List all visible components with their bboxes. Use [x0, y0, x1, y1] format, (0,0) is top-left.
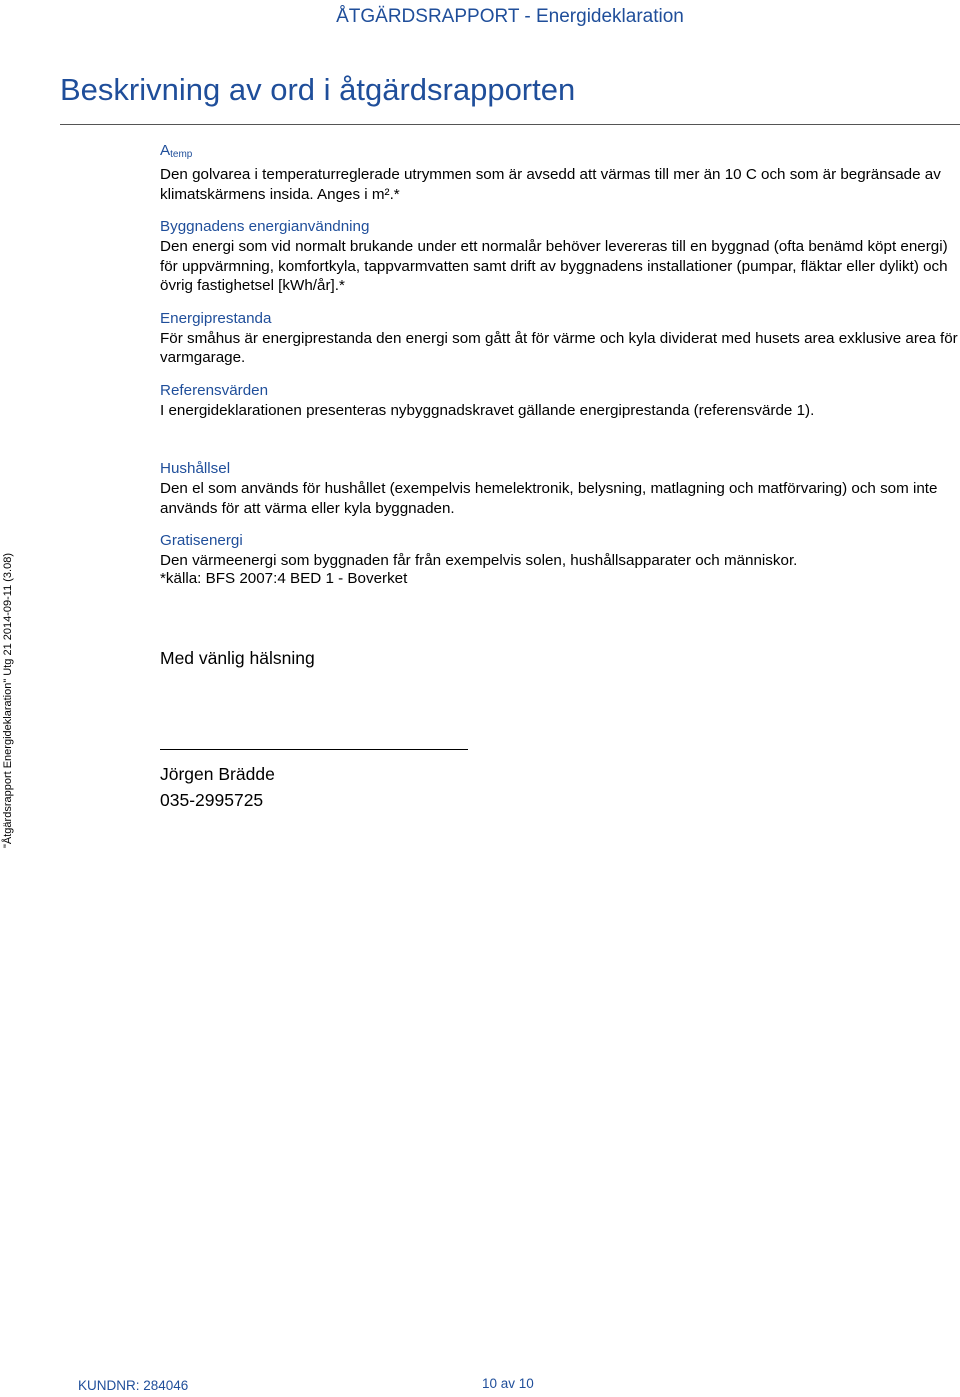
term-name: Referensvärden: [160, 381, 269, 399]
term-definition: I energideklarationen presenteras nybyggnadskravet gällande energiprestanda (referensvärde 1).: [160, 401, 815, 419]
section-spacer: [160, 432, 960, 458]
glossary-term-byggnadens-energianvandning: [160, 216, 960, 296]
term-name-subscript: temp: [170, 149, 193, 160]
signer-name: Jörgen Brädde: [160, 764, 275, 784]
glossary-term-referensvarden: [160, 380, 960, 421]
signature-line: [160, 749, 468, 750]
term-name: Energiprestanda: [160, 309, 272, 327]
term-name: Hushållsel: [160, 460, 231, 477]
page-number: 10 av 10: [482, 1376, 534, 1391]
term-name-main: A: [160, 142, 171, 159]
closing-greeting: Med vänlig hälsning: [160, 648, 315, 668]
glossary-term-gratisenergi: [160, 530, 960, 571]
glossary: [160, 140, 960, 583]
term-definition: För småhus är energiprestanda den energi som gått åt för värme och kyla dividerat med husets area exklusive area för varmgarage.: [160, 329, 958, 366]
glossary-term-energiprestanda: [160, 308, 960, 368]
term-name: [160, 140, 960, 165]
signer-phone: 035-2995725: [160, 790, 264, 810]
glossary-term-hushallsel: [160, 458, 960, 518]
source-note: *källa: BFS 2007:4 BED 1 - Boverket: [160, 570, 408, 587]
page-title: Beskrivning av ord i åtgärdsrapporten: [60, 72, 576, 107]
term-name: Gratisenergi: [160, 532, 243, 549]
term-definition: Den golvarea i temperaturreglerade utrymmen som är avsedd att värmas till mer än 10 C och som är begränsade av klimatskärmens insida. Anges i m².*: [160, 166, 941, 203]
glossary-term-atemp: [160, 140, 960, 204]
customer-number: KUNDNR: 284046: [78, 1378, 189, 1393]
term-definition: Den värmeenergi som byggnaden får från exempelvis solen, hushållsapparater och människor.: [160, 552, 798, 569]
document-version-note: "Åtgärdsrapport Energideklaration" Utg 21 2014-09-11 (3.08): [2, 552, 14, 848]
report-header-title: ÅTGÄRDSRAPPORT - Energideklaration: [336, 6, 684, 27]
heading-divider: [60, 124, 960, 125]
term-definition: Den energi som vid normalt brukande under ett normalår behöver levereras till en byggnad (ofta benämd köpt energi) för uppvärmning, komfortkyla, tappvarmvatten samt drift av byggnadens installationer (pumpar, fläktar eller dylikt) och övrig fastighetsel [kWh/år].*: [160, 238, 948, 294]
term-name: Byggnadens energianvändning: [160, 218, 370, 235]
term-definition: Den el som används för hushållet (exempelvis hemelektronik, belysning, matlagning och matförvaring) och som inte används för att värma eller kyla byggnaden.: [160, 480, 938, 517]
